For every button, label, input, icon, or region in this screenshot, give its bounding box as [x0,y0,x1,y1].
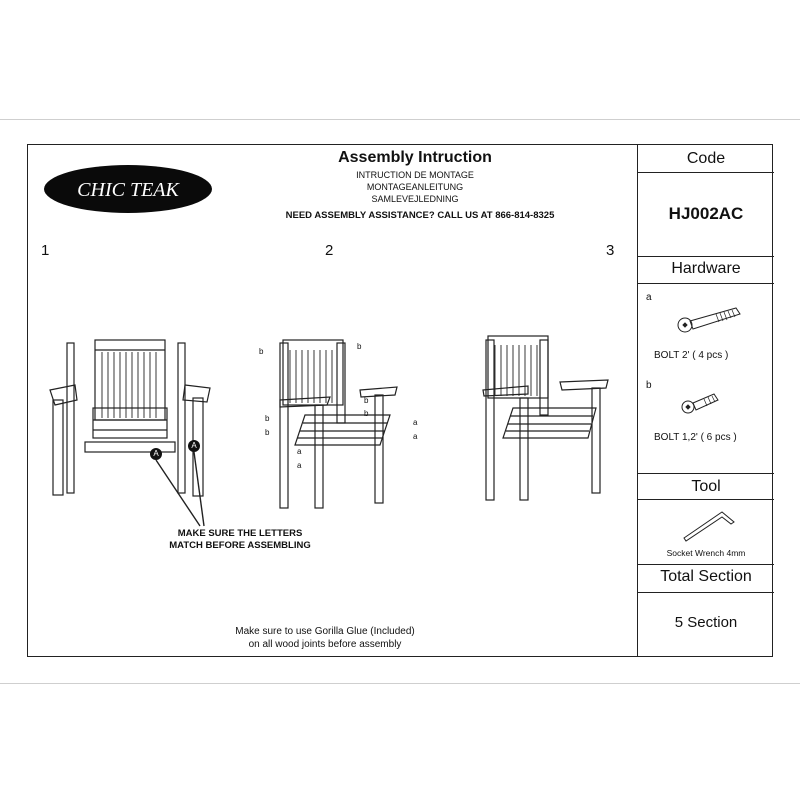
divider [638,564,774,565]
hardware-b-letter: b [646,380,652,391]
marker-circle-a-right: A [188,440,200,452]
divider [638,499,774,500]
total-section-label: Total Section [660,568,752,585]
glue-note-line1: Make sure to use Gorilla Glue (Included) [235,626,415,637]
step3-assembled-chair-illustration [478,330,613,505]
step-number-1: 1 [41,242,50,259]
divider [638,256,774,257]
tool-label: Tool [691,478,721,495]
marker-b: b [364,409,369,418]
step-number-3: 3 [606,242,615,259]
tool-desc: Socket Wrench 4mm [666,548,746,558]
marker-b: b [364,396,369,405]
hardware-b-desc: BOLT 1,2' ( 6 pcs ) [654,432,737,443]
pointer-arrows [150,440,220,530]
divider [638,592,774,593]
subtitle-fr: INTRUCTION DE MONTAGE [356,170,474,180]
step-number-2: 2 [325,242,334,259]
marker-b: b [265,428,270,437]
code-value: HJ002AC [668,204,744,223]
document-title: Assembly Intruction [338,149,492,166]
marker-a: a [297,447,302,456]
marker-a: a [413,432,418,441]
logo-text: CHIC TEAK [77,179,179,201]
letters-note-line1: MAKE SURE THE LETTERS [177,528,303,539]
marker-b: b [357,342,362,351]
glue-note-line2: on all wood joints before assembly [248,639,402,650]
step2-chair-illustration [275,335,418,510]
socket-wrench-icon [682,508,738,542]
chic-teak-logo [43,164,213,214]
letters-note-line2: MATCH BEFORE ASSEMBLING [169,540,311,551]
total-section-value: 5 Section [674,614,738,631]
code-label: Code [686,150,726,167]
bolt-short-icon [680,388,722,416]
marker-b: b [259,347,264,356]
marker-a: a [413,418,418,427]
subtitle-de: MONTAGEANLEITUNG [366,182,464,192]
assistance-line: NEED ASSEMBLY ASSISTANCE? CALL US AT 866-814-8325 [285,210,555,221]
hardware-label: Hardware [671,260,741,277]
marker-a: a [297,461,302,470]
hardware-a-desc: BOLT 2' ( 4 pcs ) [654,350,729,361]
bolt-long-icon [676,302,744,334]
hardware-a-letter: a [646,292,652,303]
marker-b: b [265,414,270,423]
spec-sidebar [637,144,773,657]
divider [638,473,774,474]
subtitle-da: SAMLEVEJLEDNING [371,194,459,204]
marker-circle-a-left: A [150,448,162,460]
divider [638,172,774,173]
divider [638,283,774,284]
